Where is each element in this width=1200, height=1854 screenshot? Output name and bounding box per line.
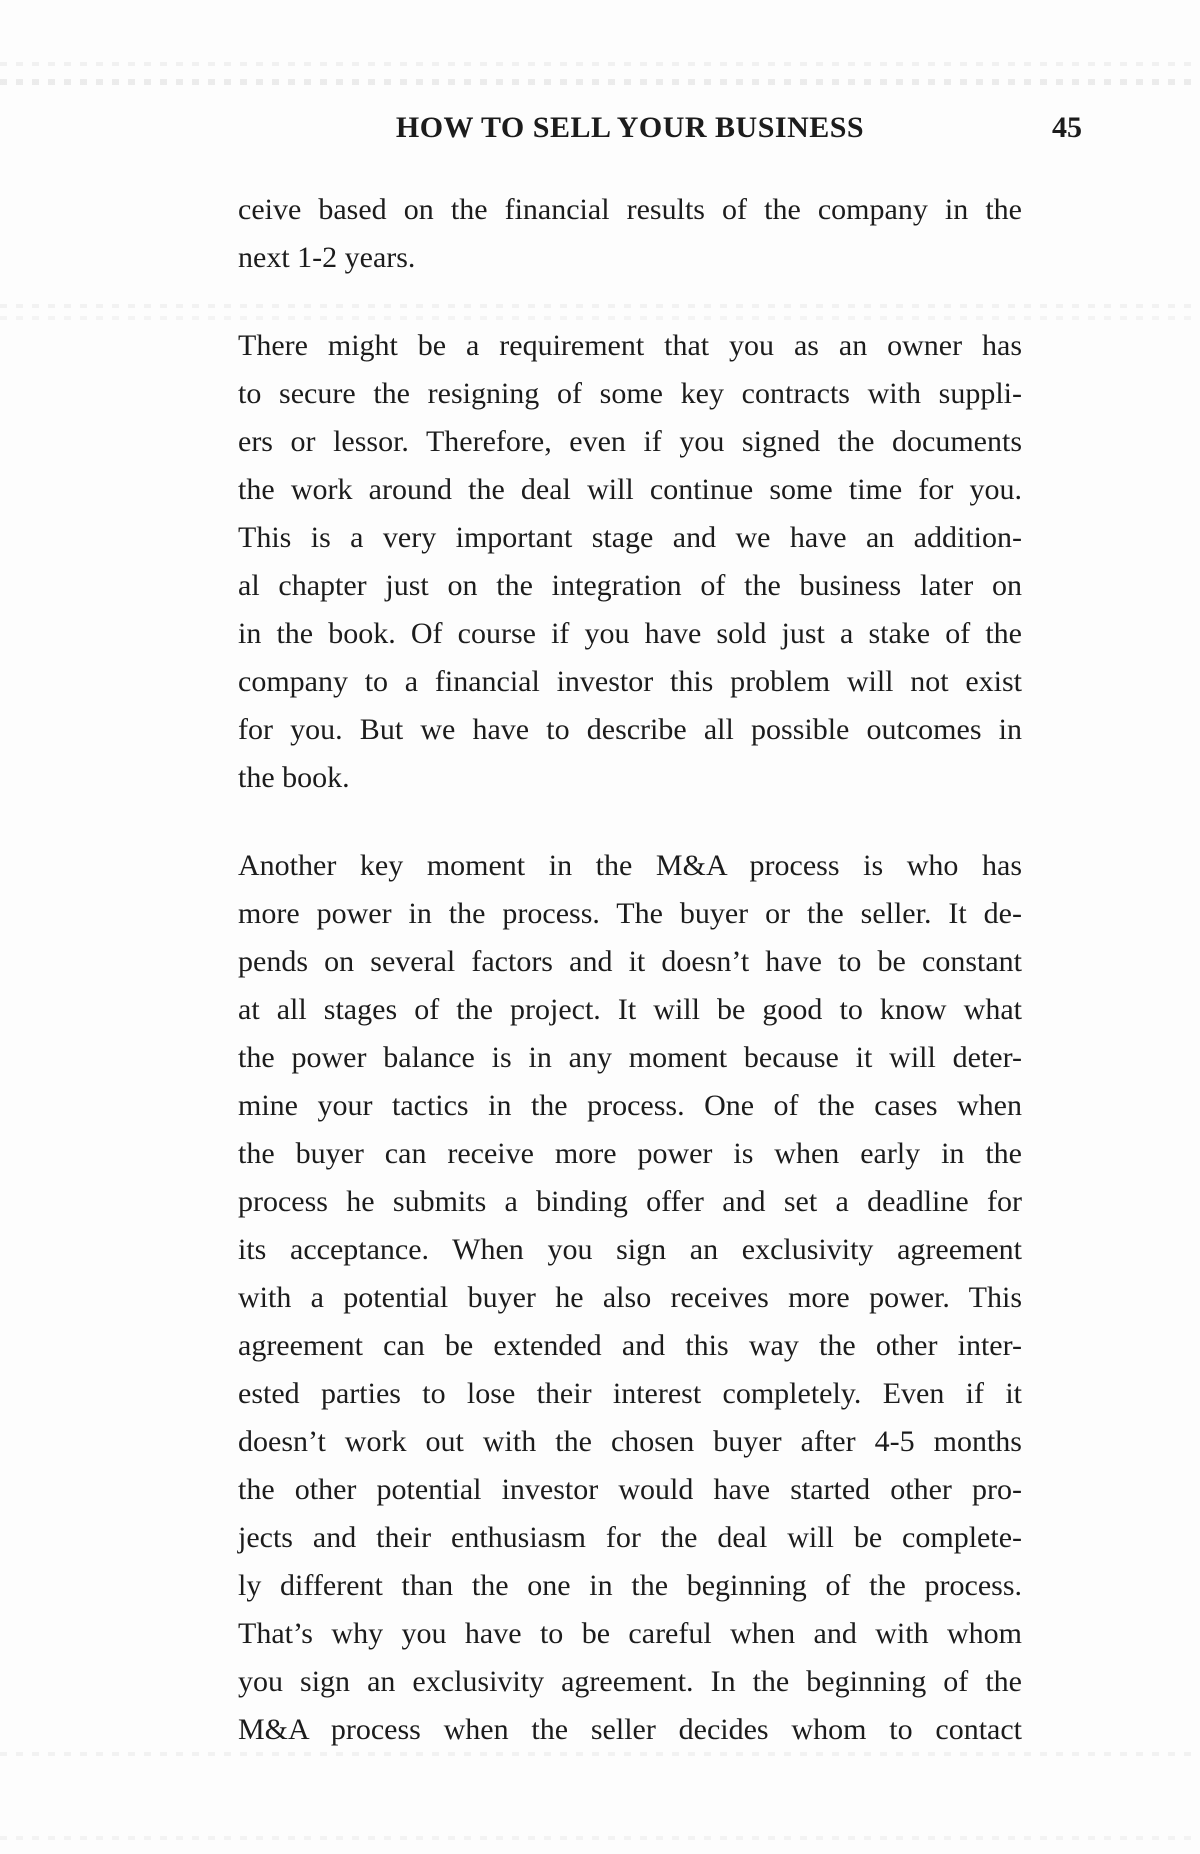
text-line: doesn’t work out with the chosen buyer after 4-5 months	[238, 1425, 1022, 1458]
text-line: next 1-2 years.	[238, 241, 416, 274]
text-line: That’s why you have to be careful when and with whom	[238, 1617, 1022, 1650]
text-line: M&A process when the seller decides whom to contact	[238, 1713, 1022, 1746]
running-head-title: HOW TO SELL YOUR BUSINESS	[395, 111, 865, 144]
page-header	[238, 106, 1022, 150]
text-line: for you. But we have to describe all possible outcomes in	[238, 713, 1022, 746]
scan-noise-line	[0, 79, 1200, 85]
text-line: mine your tactics in the process. One of the cases when	[238, 1089, 1022, 1122]
text-line: agreement can be extended and this way the other inter-	[238, 1329, 1022, 1362]
page-number: 45	[1052, 111, 1082, 144]
page-body	[238, 186, 1022, 1754]
paragraph	[238, 322, 1022, 802]
text-line: the buyer can receive more power is when early in the	[238, 1137, 1022, 1170]
text-line: al chapter just on the integration of the business later on	[238, 569, 1022, 602]
text-line: the book.	[238, 761, 350, 794]
scan-noise-line	[0, 62, 1200, 66]
text-line: ly different than the one in the beginning of the process.	[238, 1569, 1022, 1602]
text-line: jects and their enthusiasm for the deal will be complete-	[238, 1521, 1022, 1554]
scan-noise-line	[0, 1836, 1200, 1840]
paragraph	[238, 842, 1022, 1754]
paragraph	[238, 186, 1022, 282]
text-line: ers or lessor. Therefore, even if you signed the documents	[238, 425, 1022, 458]
text-line: its acceptance. When you sign an exclusivity agreement	[238, 1233, 1022, 1266]
text-line: the power balance is in any moment because it will deter-	[238, 1041, 1022, 1074]
text-line: you sign an exclusivity agreement. In the beginning of the	[238, 1665, 1022, 1698]
text-line: company to a financial investor this problem will not exist	[238, 665, 1022, 698]
text-line: ceive based on the financial results of the company in the	[238, 193, 1022, 226]
text-line: to secure the resigning of some key contracts with suppli-	[238, 377, 1022, 410]
text-line: the work around the deal will continue some time for you.	[238, 473, 1022, 506]
text-line: Another key moment in the M&A process is who has	[238, 849, 1022, 882]
text-line: pends on several factors and it doesn’t have to be constant	[238, 945, 1022, 978]
text-line: more power in the process. The buyer or the seller. It de-	[238, 897, 1022, 930]
text-line: There might be a requirement that you as an owner has	[238, 329, 1022, 362]
text-line: the other potential investor would have started other pro-	[238, 1473, 1022, 1506]
text-line: in the book. Of course if you have sold just a stake of the	[238, 617, 1022, 650]
text-line: This is a very important stage and we have an addition-	[238, 521, 1022, 554]
text-line: process he submits a binding offer and set a deadline for	[238, 1185, 1022, 1218]
text-line: ested parties to lose their interest completely. Even if it	[238, 1377, 1022, 1410]
text-line: with a potential buyer he also receives more power. This	[238, 1281, 1022, 1314]
text-line: at all stages of the project. It will be good to know what	[238, 993, 1022, 1026]
